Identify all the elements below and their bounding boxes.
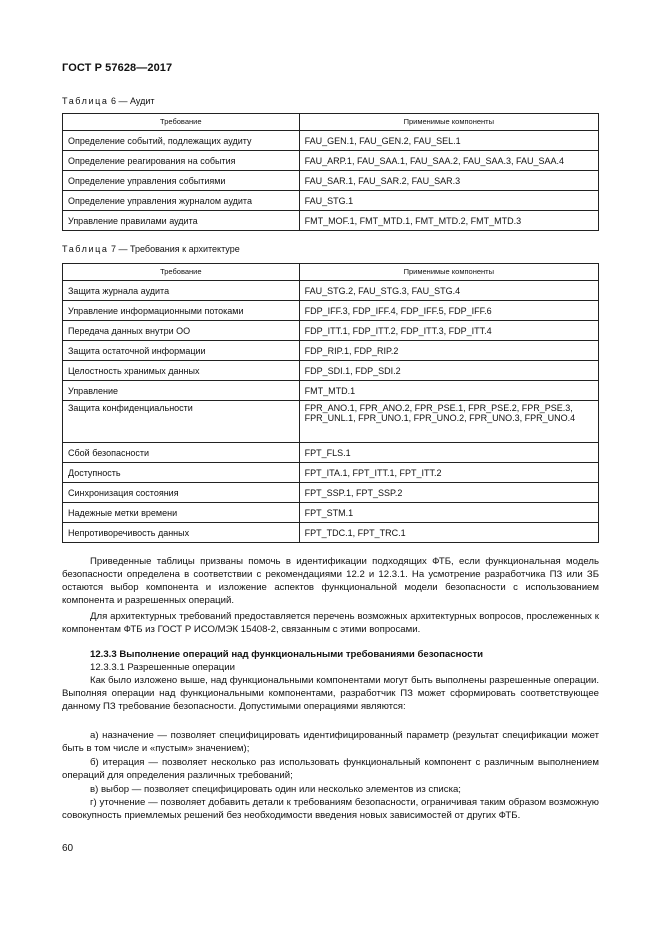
list-item-text: б) итерация — позволяет несколько раз использовать функциональный компонент с различным выполнением операций для определения различных требований; <box>62 757 599 781</box>
list-item-text: г) уточнение — позволяет добавить детали к требованиям безопасности, ограничивая таким образом возможную совокупность приемлемых решений без необходимости введения новых зависимостей от других ФТБ. <box>62 797 599 821</box>
requirement-cell: Целостность хранимых данных <box>63 361 300 381</box>
requirement-cell: Защита конфиденциальности <box>63 401 300 443</box>
requirement-cell: Управление информационными потоками <box>63 301 300 321</box>
paragraph-text: Как было изложено выше, над функциональными компонентами могут быть выполнены разрешенные операции. Выполняя операции над функциональными компонентами, разработчик ПЗ может сформировать соответствующее данному ПЗ требование безопасности. Допустимыми операциями являются: <box>62 675 599 712</box>
components-cell: FAU_SAR.1, FAU_SAR.2, FAU_SAR.3 <box>299 171 598 191</box>
table6-header-row <box>63 114 599 131</box>
table7-caption-word: Таблица <box>62 244 109 254</box>
paragraph-text: Для архитектурных требований предоставляется перечень возможных архитектурных вопросов, прослеженных к компонентам ФТБ из ГОСТ Р ИСО/МЭК 15408-2, связанным с этими вопросами. <box>62 611 599 635</box>
section-heading <box>62 648 599 661</box>
requirement-cell: Управление правилами аудита <box>63 211 300 231</box>
components-cell: FPT_SSP.1, FPT_SSP.2 <box>299 483 598 503</box>
table6 <box>62 113 599 231</box>
paragraph <box>62 674 599 713</box>
requirement-cell: Определение управления событиями <box>63 171 300 191</box>
paragraph <box>62 555 599 607</box>
components-cell: FAU_GEN.1, FAU_GEN.2, FAU_SEL.1 <box>299 131 598 151</box>
table-row <box>63 483 599 503</box>
paragraph <box>62 610 599 636</box>
requirement-cell: Защита журнала аудита <box>63 281 300 301</box>
table7-caption <box>62 244 240 254</box>
requirement-cell: Передача данных внутри ОО <box>63 321 300 341</box>
requirement-cell: Определение управления журналом аудита <box>63 191 300 211</box>
table-row <box>63 151 599 171</box>
table7-header-row <box>63 264 599 281</box>
components-cell: FDP_IFF.3, FDP_IFF.4, FDP_IFF.5, FDP_IFF.6 <box>299 301 598 321</box>
table6-col1-header: Требование <box>63 114 300 131</box>
list-item <box>62 729 599 755</box>
components-cell: FMT_MTD.1 <box>299 381 598 401</box>
requirement-cell: Сбой безопасности <box>63 443 300 463</box>
table-row <box>63 211 599 231</box>
components-cell: FPT_TDC.1, FPT_TRC.1 <box>299 523 598 543</box>
table-row <box>63 463 599 483</box>
table-row <box>63 341 599 361</box>
requirement-cell: Доступность <box>63 463 300 483</box>
list-item-text: в) выбор — позволяет специфицировать один или несколько элементов из списка; <box>90 784 461 795</box>
table-row <box>63 281 599 301</box>
requirement-cell: Определение событий, подлежащих аудиту <box>63 131 300 151</box>
list-item <box>62 796 599 822</box>
requirement-cell: Управление <box>63 381 300 401</box>
table-row <box>63 503 599 523</box>
page-number: 60 <box>62 843 74 854</box>
table-row <box>63 191 599 211</box>
requirement-cell: Непротиворечивость данных <box>63 523 300 543</box>
list-item <box>62 756 599 782</box>
table7 <box>62 263 599 543</box>
components-cell: FDP_SDI.1, FDP_SDI.2 <box>299 361 598 381</box>
table-row <box>63 301 599 321</box>
table7-col1-header: Требование <box>63 264 300 281</box>
components-cell: FDP_ITT.1, FDP_ITT.2, FDP_ITT.3, FDP_ITT.4 <box>299 321 598 341</box>
components-cell: FAU_STG.2, FAU_STG.3, FAU_STG.4 <box>299 281 598 301</box>
table-row <box>63 381 599 401</box>
requirement-cell: Надежные метки времени <box>63 503 300 523</box>
components-cell: FAU_ARP.1, FAU_SAA.1, FAU_SAA.2, FAU_SAA.3, FAU_SAA.4 <box>299 151 598 171</box>
table7-caption-title: 7 — Требования к архитектуре <box>108 244 240 254</box>
table-row <box>63 171 599 191</box>
components-cell: FAU_STG.1 <box>299 191 598 211</box>
components-cell: FPR_ANO.1, FPR_ANO.2, FPR_PSE.1, FPR_PSE.2, FPR_PSE.3, FPR_UNL.1, FPR_UNO.1, FPR_UNO.2, FPR_UNO.3, FPR_UNO.4 <box>299 401 598 443</box>
table7-col2-header: Применимые компоненты <box>299 264 598 281</box>
requirement-cell: Определение реагирования на события <box>63 151 300 171</box>
subsection-heading-text: 12.3.3.1 Разрешенные операции <box>90 662 235 673</box>
table6-caption-title: 6 — Аудит <box>108 96 155 106</box>
table-row <box>63 131 599 151</box>
components-cell: FPT_ITA.1, FPT_ITT.1, FPT_ITT.2 <box>299 463 598 483</box>
table-row <box>63 523 599 543</box>
table6-caption-word: Таблица <box>62 96 109 106</box>
components-cell: FMT_MOF.1, FMT_MTD.1, FMT_MTD.2, FMT_MTD.3 <box>299 211 598 231</box>
table6-col2-header: Применимые компоненты <box>299 114 598 131</box>
paragraph-text: Приведенные таблицы призваны помочь в идентификации подходящих ФТБ, если функциональная модель безопасности определена в соответствии с рекомендациями 12.2 и 12.3.1. На усмотрение разработчика ПЗ или ЗБ остаются выбор компонента и изложение аспектов функциональной модели безопасности с использованием компонента и разрешенных операций. <box>62 556 599 606</box>
requirement-cell: Защита остаточной информации <box>63 341 300 361</box>
table-row <box>63 361 599 381</box>
table-row <box>63 401 599 443</box>
table6-caption <box>62 96 155 106</box>
document-header: ГОСТ Р 57628—2017 <box>62 62 173 74</box>
table-row <box>63 443 599 463</box>
subsection-heading <box>62 661 599 674</box>
requirement-cell: Синхронизация состояния <box>63 483 300 503</box>
section-heading-text: 12.3.3 Выполнение операций над функциональными требованиями безопасности <box>90 649 484 660</box>
components-cell: FPT_STM.1 <box>299 503 598 523</box>
table-row <box>63 321 599 341</box>
list-item <box>62 783 599 796</box>
components-cell: FDP_RIP.1, FDP_RIP.2 <box>299 341 598 361</box>
list-item-text: а) назначение — позволяет специфицировать идентифицированный параметр (результат спецификации может быть в том числе и «пустым» значением); <box>62 730 599 754</box>
components-cell: FPT_FLS.1 <box>299 443 598 463</box>
